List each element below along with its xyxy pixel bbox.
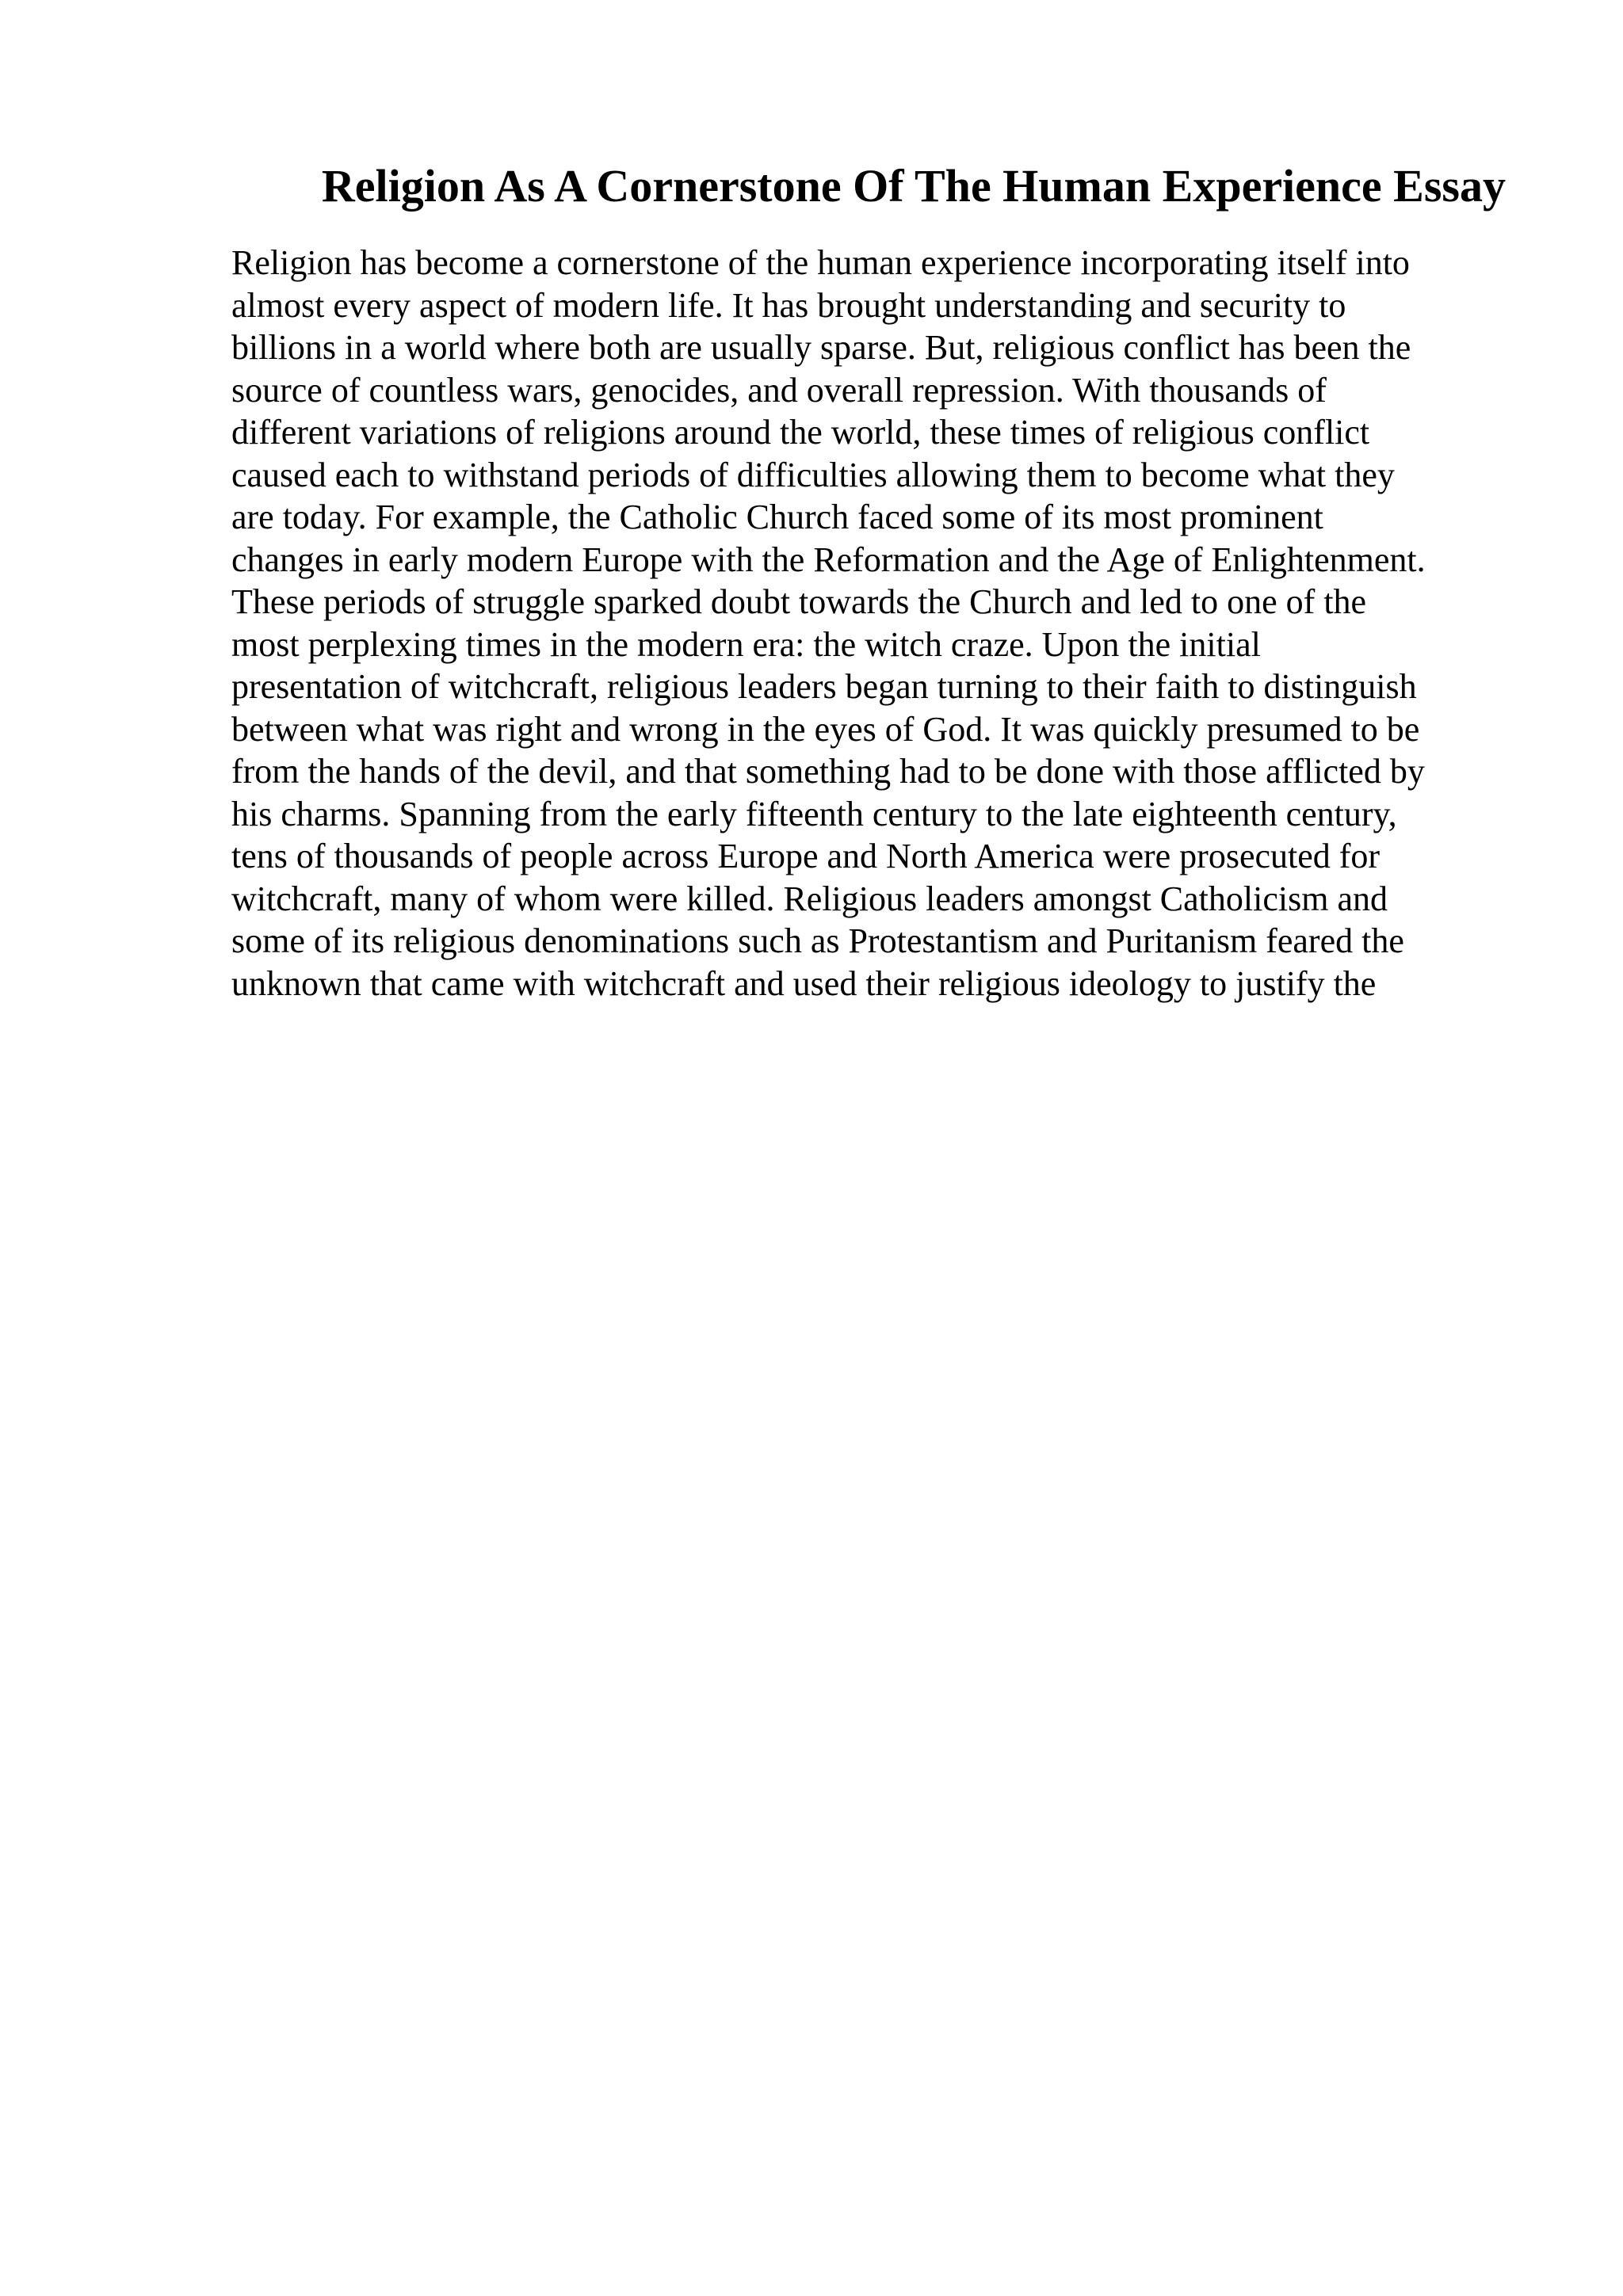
body-line: billions in a world where both are usually sparse. But, religious conflict has been the <box>231 328 1411 367</box>
essay-body <box>231 242 1531 1005</box>
body-line: are today. For example, the Catholic Church faced some of its most prominent <box>231 498 1323 536</box>
body-line: most perplexing times in the modern era: the witch craze. Upon the initial <box>231 624 1261 664</box>
body-line: witchcraft, many of whom were killed. Religious leaders amongst Catholicism and <box>231 879 1388 918</box>
body-line: caused each to withstand periods of difficulties allowing them to become what they <box>231 455 1395 494</box>
body-line: changes in early modern Europe with the Reformation and the Age of Enlightenment. <box>231 540 1426 579</box>
body-line: his charms. Spanning from the early fifteenth century to the late eighteenth century, <box>231 794 1397 833</box>
body-line: some of its religious denominations such as Protestantism and Puritanism feared the <box>231 921 1404 960</box>
body-line: tens of thousands of people across Europe and North America were prosecuted for <box>231 837 1381 875</box>
body-line: These periods of struggle sparked doubt towards the Church and led to one of the <box>231 582 1367 621</box>
body-line: presentation of witchcraft, religious leaders began turning to their faith to distinguish <box>231 667 1417 706</box>
body-line: source of countless wars, genocides, and overall repression. With thousands of <box>231 370 1327 410</box>
body-line: unknown that came with witchcraft and used their religious ideology to justify the <box>231 963 1377 1003</box>
body-line: different variations of religions around the world, these times of religious conflict <box>231 413 1370 452</box>
body-line: between what was right and wrong in the eyes of God. It was quickly presumed to be <box>231 709 1420 749</box>
body-line: Religion has become a cornerstone of the human experience incorporating itself into <box>231 243 1410 282</box>
document-title: Religion As A Cornerstone Of The Human Experience Essay <box>321 160 1506 212</box>
body-line: almost every aspect of modern life. It has brought understanding and security to <box>231 285 1346 325</box>
body-line: from the hands of the devil, and that something had to be done with those afflicted by <box>231 752 1425 791</box>
